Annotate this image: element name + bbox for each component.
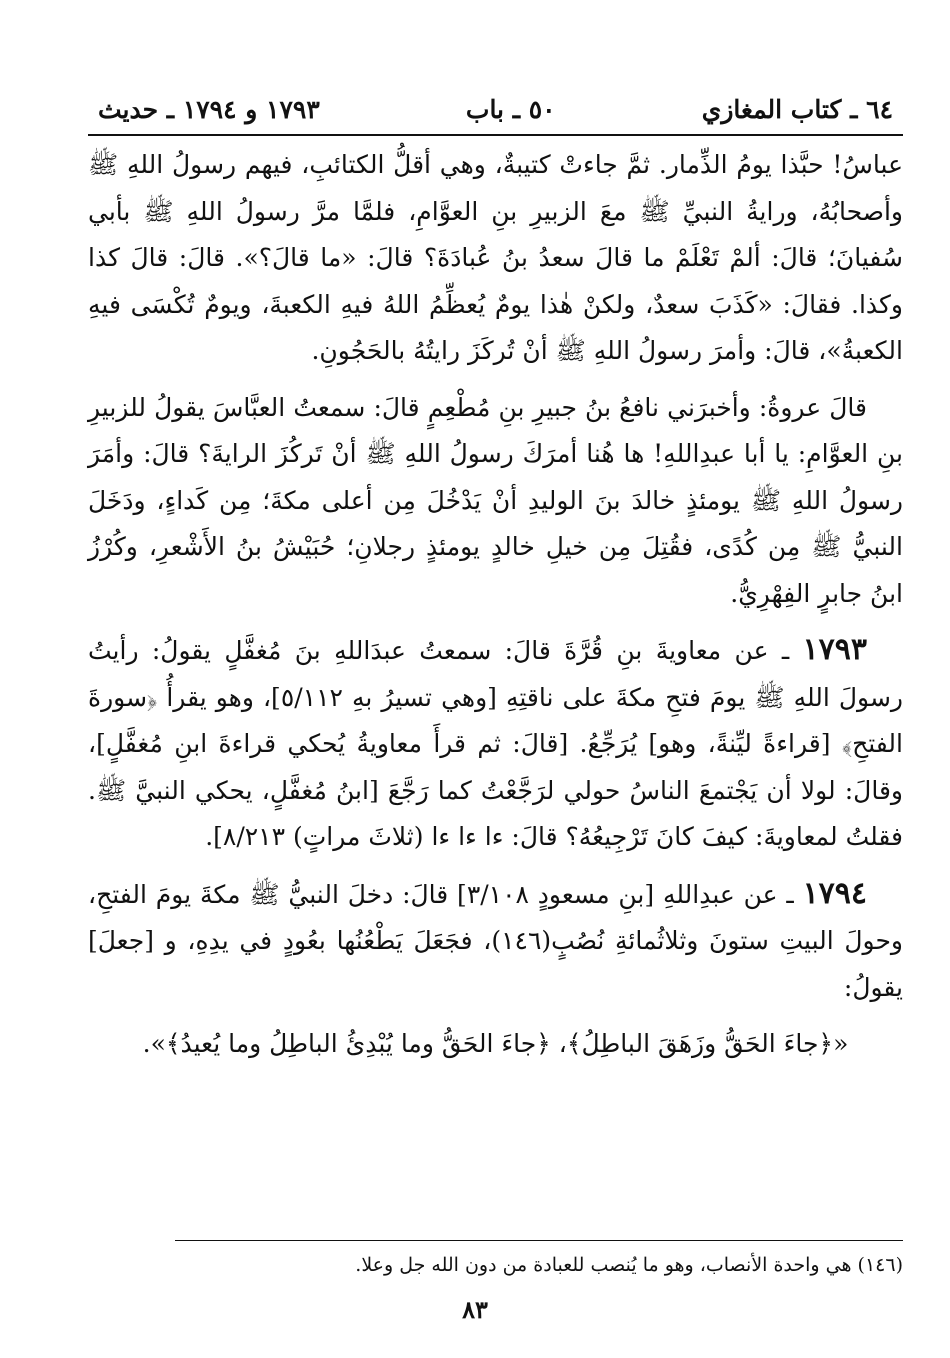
paragraph-urwa: قالَ عروةُ: وأخبرَني نافعُ بنُ جبيرِ بنِ مُطْعِمٍ قالَ: سمعتُ العبَّاسَ يقولُ للزبيرِ بنِ العوَّامِ: يا أبا عبدِاللهِ! ها هُنا أمرَكَ رسولُ اللهِ ﷺ أنْ تَركُزَ الرايةَ؟ قالَ: وأمَرَ رسولُ اللهِ ﷺ يومئذٍ خالدَ بنَ الوليدِ أنْ يَدْخُلَ مِن أعلى مكةَ؛ مِن كَداءٍ، ودَخَلَ النبيُّ ﷺ مِن كُدًى، فقُتِلَ مِن خيلِ خالدٍ يومئذٍ رجلانِ؛ حُبَيْشُ بنُ الأَشْعرِ، وكُرْزُ ابنُ جابرٍ الفِهْرِيُّ. [88,392,903,608]
hadith-1793-text: ـ عن معاويةَ بنِ قُرَّةَ قالَ: سمعتُ عبدَاللهِ بنَ مُغفَّلٍ يقولُ: رأيتُ رسولَ اللهِ ﷺ يومَ فتحِ مكةَ على ناقتِهِ [وهي تسيرُ بهِ ٥/١١٢]، وهو يقرأُ ﴿سورةَ الفتحِ﴾ [قراءةً ليِّنةً، وهو] يُرَجِّعُ. [قالَ: ثم قرأَ معاويةُ يُحكي قراءةَ ابنِ مُغفَّلٍ]، وقالَ: لولا أن يَجْتمعَ الناسُ حولي لرَجَّعْتُ كما رَجَّعَ [ابنُ مُغفَّلٍ، يحكي النبيَّ ﷺ. فقلتُ لمعاويةَ: كيفَ كانَ تَرْجِيعُهُ؟ قالَ: ءا ءا ءا (ثلاثَ مراتٍ) ٨/٢١٣]. [88,636,903,851]
hadith-number-1794: ١٧٩٤ [802,875,868,911]
header-section-title: ٥٠ ـ باب [465,95,556,124]
hadith-1794 [88,871,903,1012]
header-divider [88,134,903,136]
quran-quote: «﴿جاءَ الحَقُّ وزَهَقَ الباطِلُ﴾، ﴿جاءَ الحَقُّ وما يُبْدِئُ الباطِلُ وما يُعيدُ﴾». [142,1029,849,1058]
footnote-divider [175,1240,903,1241]
running-header [88,90,903,130]
header-chapter-title: ٦٤ ـ كتاب المغازي [701,95,893,124]
book-page [88,90,903,1340]
paragraph-continuation: عباسُ! حبَّذا يومُ الذِّمار. ثمَّ جاءتْ كتيبةٌ، وهي أقلُّ الكتائبِ، فيهم رسولُ اللهِ ﷺ وأصحابُهُ، ورايةُ النبيِّ ﷺ معَ الزبيرِ بنِ العوَّامِ، فلمَّا مرَّ رسولُ اللهِ ﷺ بأبي سُفيانَ؛ قالَ: ألمْ تَعْلَمْ ما قالَ سعدُ بنُ عُبادَةَ؟ قالَ: «ما قالَ؟». قالَ: قالَ كذا وكذا. فقالَ: «كَذَبَ سعدٌ، ولكنْ هٰذا يومٌ يُعظِّمُ اللهُ فيهِ الكعبةَ، ويومٌ تُكْسَى فيهِ الكعبةُ»، قالَ: وأمرَ رسولُ اللهِ ﷺ أنْ تُركَزَ رايتُهُ بالحَجُونِ. [88,150,903,365]
hadith-number-1793: ١٧٩٣ [802,632,867,667]
header-hadith-range: ١٧٩٣ و ١٧٩٤ ـ حديث [98,95,320,124]
hadith-1793 [88,627,903,861]
hadith-1794-text: ـ عن عبدِاللهِ [بنِ مسعودٍ ٣/١٠٨] قالَ: دخلَ النبيُّ ﷺ مكةَ يومَ الفتحِ، وحولَ البيتِ ستونَ وثلاثُمائةِ نُصُبٍ(١٤٦)، فجَعَلَ يَطْعُنُها بعُودٍ في يدِهِ، و [جعلَ] يقولُ: [88,879,904,1002]
page-number: ٨٣ [462,1295,488,1324]
main-text [88,142,903,1068]
footnote-146: (١٤٦) هي واحدة الأنصاب، وهو ما يُنصب للعبادة من دون الله جل وعلا. [355,1254,903,1276]
